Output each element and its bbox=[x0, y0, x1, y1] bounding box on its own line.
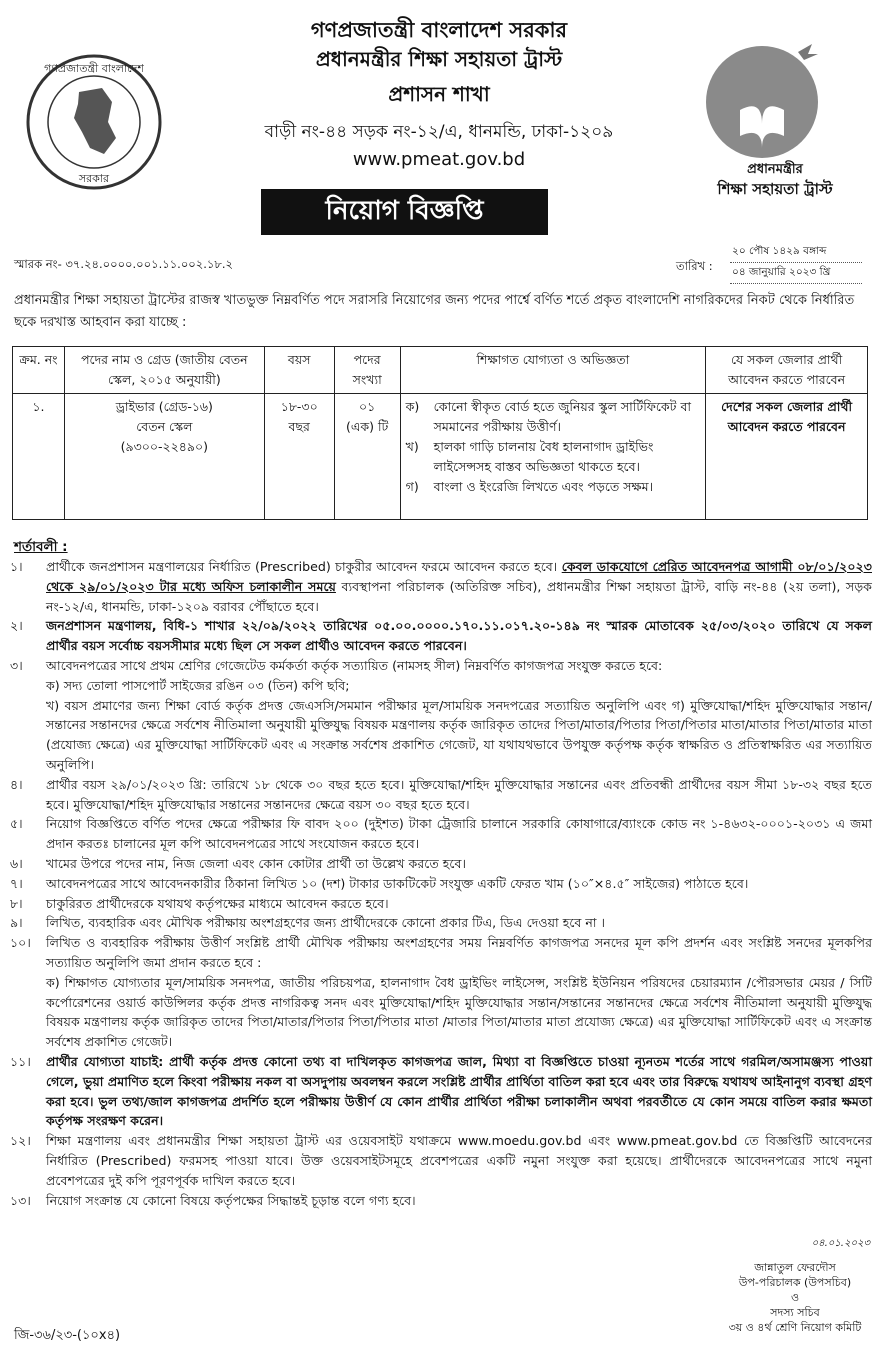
scale-range: (৯৩০০-২২৪৯০) bbox=[120, 439, 209, 454]
signatory-and: ও bbox=[790, 1291, 800, 1304]
qualification-item: খ) হালকা গাড়ি চালনায় বৈধ হালনাগাদ ড্রাইভিং লাইসেন্সসহ বাস্তব অভিজ্ঞতা থাকতে হবে। bbox=[405, 439, 654, 474]
term-text-part: প্রার্থীকে জনপ্রশাসন মন্ত্রণালয়ের নির্ধারিত (Prescribed) চাকুরীর আবেদন ফরমে আবেদন করতে হবে। bbox=[46, 559, 562, 574]
term-text-part: চাকুরিরত প্রার্থীদেরকে যথাযথ কর্তৃপক্ষের মাধ্যমে আবেদন করতে হবে। bbox=[46, 895, 389, 911]
term-item bbox=[10, 913, 872, 933]
term-text-part: ব্যবস্থাপনা পরিচালক (অতিরিক্ত সচিব), প্রধানমন্ত্রীর শিক্ষা সহায়তা ট্রাস্ট, বাড়ি নং-৪৪ (২য় তলা), সড়ক নং-১২/এ, ধানমন্ডি, ঢাকা-১২০৯ বরাবর পৌঁছাতে হবে। bbox=[46, 578, 872, 614]
term-text-part: জনপ্রশাসন মন্ত্রণালয়, বিধি-১ শাখার ২২/০৯/২০২২ তারিখের ০৫.০০.০০০০.১৭০.১১.০১৭.২০-১৪৯ নং স্মারক মোতাবেক ২৫/০৩/২০২০ তারিখে যে সকল প্রার্থীর বয়স সর্বোচ্চ বয়সসীমার মধ্যে ছিল সে সকল প্রার্থীও আবেদন করতে পারবেন। bbox=[46, 618, 872, 654]
term-number: ১২। bbox=[10, 1133, 31, 1149]
col-districts: যে সকল জেলার প্রার্থী আবেদন করতে পারবেন bbox=[706, 347, 868, 394]
term-item bbox=[10, 656, 872, 676]
term-number: ৬। bbox=[10, 855, 23, 871]
term-text bbox=[46, 1191, 872, 1211]
seal-top-text: গণপ্রজাতন্ত্রী বাংলাদেশ bbox=[44, 62, 144, 75]
term-number: ৪। bbox=[10, 776, 23, 792]
signatory-role: সদস্য সচিব bbox=[770, 1306, 820, 1319]
term-item bbox=[10, 973, 872, 1052]
memo-ref: স্মারক নং- ৩৭.২৪.০০০০.০০১.১১.০০২.১৮.২ bbox=[14, 257, 233, 271]
term-item bbox=[10, 557, 872, 616]
age-range: ১৮-৩০ bbox=[280, 399, 318, 414]
col-post: পদের নাম ও গ্রেড (জাতীয় বেতন স্কেল, ২০১৫ অনুযায়ী) bbox=[64, 347, 264, 394]
cell-sl: ১. bbox=[13, 394, 65, 520]
term-text-part: আবেদনপত্রের সাথে আবেদনকারীর ঠিকানা লিখিত ১০ (দশ) টাকার ডাকটিকেট সংযুক্ত একটি ফেরত খাম (১০″×৪.৫″ সাইজের) পাঠাতে হবে। bbox=[46, 875, 749, 891]
term-text bbox=[46, 814, 872, 854]
term-text bbox=[46, 656, 872, 676]
signatory-committee: ৩য় ও ৪র্থ শ্রেণি নিয়োগ কমিটি bbox=[728, 1321, 862, 1334]
post-name: ড্রাইভার (গ্রেড-১৬) bbox=[115, 399, 213, 414]
term-number: ৩। bbox=[10, 657, 23, 673]
cell-qualification bbox=[400, 394, 706, 520]
cell-age bbox=[264, 394, 334, 520]
logo-text-line1: প্রধানমন্ত্রীর bbox=[747, 162, 803, 177]
post-count-unit: (এক) টি bbox=[345, 419, 389, 434]
footer-code: জি-৩৬/২৩-(১০x৪) bbox=[14, 1328, 121, 1343]
qualification-item: গ) বাংলা ও ইংরেজি লিখতে এবং পড়তে সক্ষম। bbox=[405, 479, 654, 494]
term-text-part: লিখিত, ব্যবহারিক এবং মৌখিক পরীক্ষায় অংশগ্রহণের জন্য প্রার্থীদেরকে কোনো প্রকার টিএ, ডিএ দেওয়া হবে না । bbox=[46, 915, 606, 931]
table-header-row bbox=[13, 347, 868, 394]
term-item bbox=[10, 775, 872, 815]
term-text-part: লিখিত ও ব্যবহারিক পরীক্ষায় উত্তীর্ণ সংশ্লিষ্ট প্রার্থী মৌখিক পরীক্ষায় অংশগ্রহণের সময় নিম্নবর্ণিত কাগজপত্র সনদের মূল কপি প্রদর্শন এবং সংশ্লিষ্ট সনদের মূলকপির সত্যায়িত অনুলিপি জমা প্রদান করতে হবে : bbox=[46, 935, 872, 970]
scale-label: বেতন স্কেল bbox=[136, 419, 193, 434]
term-number: ৫। bbox=[10, 816, 23, 832]
term-text bbox=[46, 854, 872, 874]
term-text bbox=[46, 894, 872, 914]
term-text bbox=[46, 696, 872, 775]
qualification-item: ক) কোনো স্বীকৃত বোর্ড হতে জুনিয়র স্কুল সার্টিফিকেট বা সমমানের পরীক্ষায় উত্তীর্ণ। bbox=[405, 399, 692, 434]
term-text bbox=[46, 616, 872, 656]
term-number: ৯। bbox=[10, 915, 23, 931]
term-text-part: নিয়োগ বিজ্ঞপ্তিতে বর্ণিত পদের ক্ষেত্রে পরীক্ষার ফি বাবদ ২০০ (দুইশত) টাকা ট্রেজারি চালানে সরকারি কোষাগারে/ব্যাংকে কোড নং ১-৪৬৩২-০০০১-২০৩১ এ জমা প্রদান করতঃ চালানের মূল কপি আবেদনপত্রের সাথে সংযোজন করতে হবে। bbox=[46, 816, 872, 852]
header-trust-name: প্রধানমন্ত্রীর শিক্ষা সহায়তা ট্রাস্ট bbox=[315, 47, 563, 71]
term-item bbox=[10, 894, 872, 914]
signatory-designation: উপ-পরিচালক (উপসচিব) bbox=[738, 1276, 852, 1289]
header-government: গণপ্রজাতন্ত্রী বাংলাদেশ সরকার bbox=[310, 18, 568, 42]
term-text bbox=[46, 676, 872, 696]
logo-text-line2: শিক্ষা সহায়তা ট্রাস্ট bbox=[717, 180, 833, 198]
col-sl: ক্রম. নং bbox=[13, 347, 65, 394]
term-text bbox=[46, 1131, 872, 1190]
term-text-part: খামের উপরে পদের নাম, নিজ জেলা এবং কোন কোটার প্রার্থী তা উল্লেখ করতে হবে। bbox=[46, 855, 466, 871]
term-item bbox=[10, 616, 872, 656]
term-text-emphasis: কেবল ডাকযোগে প্রেরিত আবেদনপত্র আগামী ০৮/০১/২০২৩ থেকে ২৯/০১/২০২৩ টার মধ্যে অফিস চলাকালীন সময়ে bbox=[46, 559, 872, 594]
seal-bottom-text: সরকার bbox=[78, 172, 110, 185]
date-bangla: ২০ পৌষ ১৪২৯ বঙ্গাব্দ bbox=[730, 242, 862, 263]
term-item bbox=[10, 1052, 872, 1131]
cell-post bbox=[64, 394, 264, 520]
header-address: বাড়ী নং-৪৪ সড়ক নং-১২/এ, ধানমন্ডি, ঢাকা-১২০৯ bbox=[264, 122, 614, 142]
term-text bbox=[46, 1052, 872, 1131]
terms-heading: শর্তাবলী : bbox=[14, 539, 68, 555]
term-text-part: খ) বয়স প্রমাণের জন্য শিক্ষা বোর্ড কর্তৃক প্রদত্ত জেএসসি/সমমান পরীক্ষার মূল/সাময়িক সনদপত্রের সত্যায়িত অনুলিপি এবং গ) মুক্তিযোদ্ধা/শহিদ মুক্তিযোদ্ধার সন্তান/সন্তানের সন্তানদের ক্ষেত্রে সর্বশেষ নীতিমালা অনুযায়ী মুক্তিযুদ্ধ বিষয়ক মন্ত্রণালয় কর্তৃক জারিকৃত তাদের পিতা/মাতার/পিতার পিতা/পিতার মাতা/মাতার পিতা/মাতার মাতা (প্রযোজ্য ক্ষেত্রে) এর মুক্তিযোদ্ধা সার্টিফিকেট এবং এ সংক্রান্ত সর্বশেষ প্রকাশিত গেজেট, যা যথাযথভাবে উপযুক্ত কর্তৃপক্ষ কর্তৃক স্বাক্ষরিত ও প্রতিস্বাক্ষরিত এর সত্যায়িত অনুলিপি। bbox=[46, 697, 872, 772]
col-count: পদের সংখ্যা bbox=[334, 347, 400, 394]
age-unit: বছর bbox=[288, 419, 310, 434]
col-qualification: শিক্ষাগত যোগ্যতা ও অভিজ্ঞতা bbox=[400, 347, 706, 394]
term-item bbox=[10, 696, 872, 775]
term-text bbox=[46, 557, 872, 616]
term-text-part: ক) সদ্য তোলা পাসপোর্ট সাইজের রঙিন ০৩ (তিন) কপি ছবি; bbox=[46, 677, 350, 693]
cell-districts: দেশের সকল জেলার প্রার্থী আবেদন করতে পারবেন bbox=[706, 394, 868, 520]
term-number bbox=[10, 676, 46, 696]
term-item bbox=[10, 854, 872, 874]
post-count: ০১ bbox=[359, 399, 376, 414]
cell-count bbox=[334, 394, 400, 520]
term-text bbox=[46, 775, 872, 815]
term-item bbox=[10, 933, 872, 973]
signature-block bbox=[720, 1236, 870, 1335]
term-item bbox=[10, 1131, 872, 1190]
header-branch: প্রশাসন শাখা bbox=[388, 82, 490, 106]
term-number: ১৩। bbox=[10, 1192, 31, 1208]
term-item bbox=[10, 676, 872, 696]
date-label: তারিখ : bbox=[676, 259, 713, 273]
term-text-part: আবেদনপত্রের সাথে প্রথম শ্রেণির গেজেটেড কর্মকর্তা কর্তৃক সত্যায়িত (নামসহ সীল) নিম্নবর্ণিত কাগজপত্র সংযুক্ত করতে হবে: bbox=[46, 657, 663, 673]
term-number: ১। bbox=[10, 559, 23, 574]
date-english: ০৪ জানুয়ারি ২০২৩ খ্রি bbox=[730, 263, 862, 284]
term-number bbox=[10, 973, 46, 1052]
col-age: বয়স bbox=[264, 347, 334, 394]
term-item bbox=[10, 1191, 872, 1211]
term-number: ২। bbox=[10, 618, 23, 634]
header-website: www.pmeat.gov.bd bbox=[352, 149, 526, 170]
intro-paragraph: প্রধানমন্ত্রীর শিক্ষা সহায়তা ট্রাস্টের রাজস্ব খাতভুক্ত নিম্নবর্ণিত পদে সরাসরি নিয়োগের জন্য পদের পার্শ্বে বর্ণিত শর্তে প্রকৃত বাংলাদেশি নাগরিকদের নিকট থেকে নির্ধারিত ছকে দরখাস্ত আহবান করা যাচ্ছে : bbox=[14, 293, 855, 330]
term-text bbox=[46, 913, 872, 933]
term-number: ৮। bbox=[10, 895, 23, 911]
notice-title: নিয়োগ বিজ্ঞপ্তি bbox=[261, 189, 548, 235]
table-row bbox=[13, 394, 868, 520]
term-text bbox=[46, 933, 872, 973]
term-item bbox=[10, 874, 872, 894]
term-number: ১০। bbox=[10, 935, 31, 951]
term-text bbox=[46, 874, 872, 894]
term-text-part: ক) শিক্ষাগত যোগ্যতার মূল/সাময়িক সনদপত্র, জাতীয় পরিচয়পত্র, হালনাগাদ বৈধ ড্রাইভিং লাইসেন্স, সংশ্লিষ্ট ইউনিয়ন পরিষদের চেয়ারম্যান /পৌরসভার মেয়র / সিটি কর্পোরেশনের ওয়ার্ড কাউন্সিলর কর্তৃক প্রদত্ত নাগরিকত্ব সনদ এবং মুক্তিযোদ্ধা/শহিদ মুক্তিযোদ্ধার সন্তান/সন্তানের সন্তানদের ক্ষেত্রে সর্বশেষ নীতিমালা অনুযায়ী মুক্তিযুদ্ধ বিষয়ক মন্ত্রণালয় কর্তৃক জারিকৃত তাদের পিতা/মাতার/পিতার পিতা/পিতার মাতা /মাতার পিতা/মাতার মাতা প্রযোজ্য ক্ষেত্রে) এর মুক্তিযোদ্ধা সার্টিফিকেট এবং এ সংক্রান্ত সর্বশেষ প্রকাশিত গেজেট। bbox=[46, 974, 872, 1050]
signatory-name: জান্নাতুল ফেরদৌস bbox=[754, 1261, 836, 1274]
term-number: ৭। bbox=[10, 875, 23, 891]
term-text-part: প্রার্থীর যোগ্যতা যাচাই: প্রার্থী কর্তৃক প্রদত্ত কোনো তথ্য বা দাখিলকৃত কাগজপত্র জাল, মিথ্যা বা বিজ্ঞপ্তিতে চাওয়া ন্যূনতম শর্তের সাথে গরমিল/অসামঞ্জস্য পাওয়া গেলে, ভুয়া প্রমাণিত হলে কিংবা পরীক্ষায় নকল বা অসদুপায় অবলম্বন করলে সংশ্লিষ্ট প্রার্থীর প্রার্থিতা বাতিল করা হবে এবং তার বিরুদ্ধে যথাযথ আইনানুগ ব্যবস্থা গ্রহণ করা হবে। ভুল তথ্য/জাল কাগজপত্র প্রদর্শিত হলে পরীক্ষায় উত্তীর্ণ যে কোন প্রার্থীর প্রার্থিতা পরীক্ষা চলাকালীন অথবা পরবর্তীতে যে কোন সময়ে বাতিল করার ক্ষমতা কর্তৃপক্ষ সংরক্ষণ করেন। bbox=[46, 1053, 872, 1129]
terms-list bbox=[10, 557, 872, 1210]
date-box bbox=[730, 242, 862, 284]
term-text-part: প্রার্থীর বয়স ২৯/০১/২০২৩ খ্রি: তারিখে ১৮ থেকে ৩০ বছর হতে হবে। মুক্তিযোদ্ধা/শহিদ মুক্তিযোদ্ধার সন্তানের এবং প্রতিবন্ধী প্রার্থীদের বয়স সীমা ১৮-৩২ বছর হতে হবে। মুক্তিযোদ্ধা/শহিদ মুক্তিযোদ্ধার সন্তানের সন্তানদের ক্ষেত্রে বয়স ৩০ বছর হতে হবে। bbox=[46, 776, 872, 812]
term-item bbox=[10, 814, 872, 854]
vacancy-table bbox=[12, 346, 868, 520]
term-text-part: শিক্ষা মন্ত্রণালয় এবং প্রধানমন্ত্রীর শিক্ষা সহায়তা ট্রাস্ট এর ওয়েবসাইট যথাক্রমে www.moedu.gov.bd এবং www.pmeat.gov.bd তে বিজ্ঞপ্তিটি আবেদনের নির্ধারিত (Prescribed) ফরমসহ পাওয়া যাবে। উক্ত ওয়েবসাইটসমূহে প্রবেশপত্রের একটি নমুনা সংযুক্ত করা হয়েছে। প্রার্থীদেরকে আবেদনপত্রের সাথে নমুনা প্রবেশপত্রের দুই কপি পূরণপূর্বক দাখিল করতে হবে। bbox=[46, 1133, 872, 1188]
term-text-part: নিয়োগ সংক্রান্ত যে কোনো বিষয়ে কর্তৃপক্ষের সিদ্ধান্তই চূড়ান্ত বলে গণ্য হবে। bbox=[46, 1192, 416, 1208]
signature-date-mark: ০৪.০১.২০২৩ bbox=[811, 1238, 870, 1249]
term-text bbox=[46, 973, 872, 1052]
term-number bbox=[10, 696, 46, 775]
term-number: ১১। bbox=[10, 1053, 31, 1069]
